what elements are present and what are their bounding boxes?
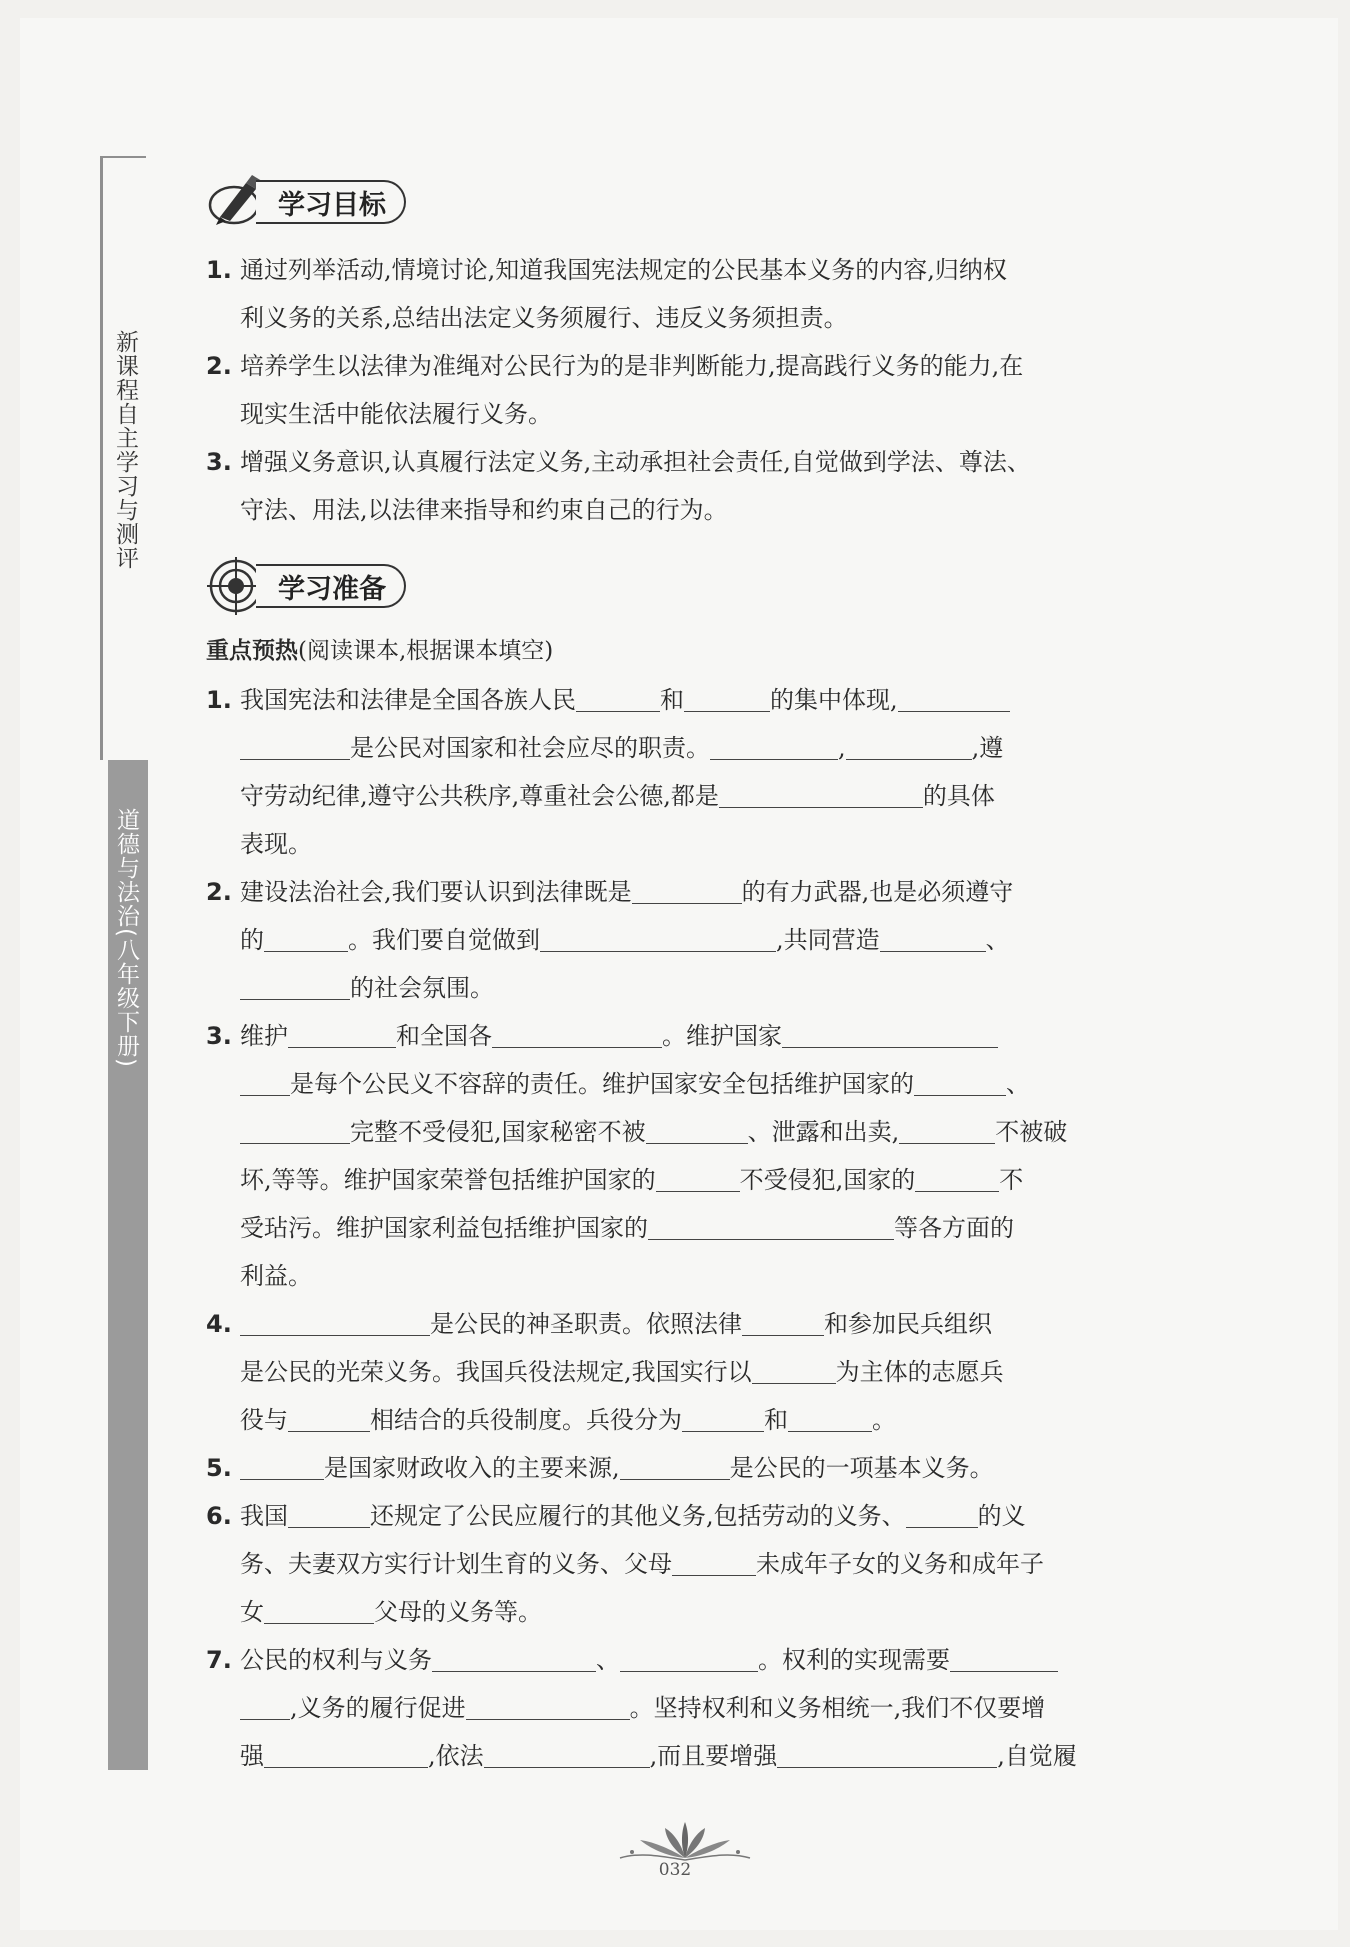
answer-blank[interactable] xyxy=(656,1161,740,1192)
answer-blank[interactable] xyxy=(880,921,986,952)
question-text: 。维护国家 xyxy=(662,1022,782,1050)
question-text: 的义 xyxy=(977,1502,1026,1530)
question-text: 维护 xyxy=(240,1022,288,1050)
question-text: 相结合的兵役制度。兵役分为 xyxy=(370,1406,682,1434)
question-text: ,义务的履行促进 xyxy=(290,1694,466,1722)
objective-item xyxy=(206,438,1166,534)
section-header-objectives xyxy=(206,172,406,232)
answer-blank[interactable] xyxy=(264,1737,428,1768)
question-text: ,自觉履 xyxy=(997,1742,1077,1770)
section-header-preparation xyxy=(206,556,406,616)
question-text: 。坚持权利和义务相统一,我们不仅要增 xyxy=(629,1694,1046,1722)
answer-blank[interactable] xyxy=(240,1113,350,1144)
question-number: 1. xyxy=(206,686,232,714)
answer-blank[interactable] xyxy=(620,1641,758,1672)
question-text: 是每个公民义不容辞的责任。维护国家安全包括维护国家的 xyxy=(290,1070,914,1098)
question-text: 、 xyxy=(985,926,1010,954)
answer-blank[interactable] xyxy=(264,1593,374,1624)
question-text: ,而且要增强 xyxy=(649,1742,778,1770)
answer-blank[interactable] xyxy=(576,681,660,712)
question-text: 和 xyxy=(660,686,684,714)
question-text: 利益。 xyxy=(240,1262,312,1290)
answer-blank[interactable] xyxy=(899,1113,995,1144)
answer-blank[interactable] xyxy=(915,1161,999,1192)
question-text: ,依法 xyxy=(428,1742,484,1770)
answer-blank[interactable] xyxy=(264,921,348,952)
question-text: 为主体的志愿兵 xyxy=(835,1358,1004,1386)
question-text: 还规定了公民应履行的其他义务,包括劳动的义务、 xyxy=(370,1502,906,1530)
answer-blank[interactable] xyxy=(719,777,923,808)
question-text: ,遵 xyxy=(971,734,1004,762)
question-text: 等各方面的 xyxy=(894,1214,1014,1242)
question-text: 不 xyxy=(999,1166,1024,1194)
answer-blank[interactable] xyxy=(710,729,838,760)
answer-blank[interactable] xyxy=(682,1401,764,1432)
question-text: ,共同营造 xyxy=(776,926,880,954)
question-text: 的具体 xyxy=(922,782,995,810)
objective-text-line2: 现实生活中能依法履行义务。 xyxy=(240,400,552,428)
question-text: 父母的义务等。 xyxy=(374,1598,542,1626)
question-text: 和参加民兵组织 xyxy=(824,1310,992,1338)
question-text: 的社会氛围。 xyxy=(350,974,494,1002)
question-text: 的有力武器,也是必须遵守 xyxy=(741,878,1014,906)
answer-blank[interactable] xyxy=(288,1017,396,1048)
objective-item xyxy=(206,246,1166,342)
answer-blank[interactable] xyxy=(492,1017,662,1048)
answer-blank[interactable] xyxy=(782,1017,998,1048)
answer-blank[interactable] xyxy=(240,1065,290,1096)
answer-blank[interactable] xyxy=(288,1497,370,1528)
question-text: 公民的权利与义务 xyxy=(240,1646,432,1674)
question-text: , xyxy=(838,734,846,762)
question-text: 、 xyxy=(1006,1070,1030,1098)
answer-blank[interactable] xyxy=(646,1113,748,1144)
answer-blank[interactable] xyxy=(466,1689,630,1720)
answer-blank[interactable] xyxy=(240,969,350,1000)
question-3 xyxy=(206,1012,1166,1300)
question-text: 是国家财政收入的主要来源, xyxy=(324,1454,620,1482)
objective-text-line1: 增强义务意识,认真履行法定义务,主动承担社会责任,自觉做到学法、尊法、 xyxy=(240,448,1031,476)
answer-blank[interactable] xyxy=(240,729,350,760)
question-text: 是公民的光荣义务。我国兵役法规定,我国实行以 xyxy=(240,1358,752,1386)
sidebar-rule xyxy=(100,156,103,760)
answer-blank[interactable] xyxy=(672,1545,756,1576)
answer-blank[interactable] xyxy=(240,1449,324,1480)
subtitle-bold: 重点预热 xyxy=(206,638,298,664)
sidebar-subject-title: 道德与法治(八年级下册) xyxy=(113,808,139,1068)
question-text: 是公民的一项基本义务。 xyxy=(729,1454,994,1482)
question-text: 坏,等等。维护国家荣誉包括维护国家的 xyxy=(240,1166,656,1194)
question-text: 是公民对国家和社会应尽的职责。 xyxy=(350,734,710,762)
question-number: 6. xyxy=(206,1502,232,1530)
objective-text-line2: 守法、用法,以法律来指导和约束自己的行为。 xyxy=(240,496,728,524)
answer-blank[interactable] xyxy=(914,1065,1006,1096)
question-text: 未成年子女的义务和成年子 xyxy=(756,1550,1044,1578)
question-number: 5. xyxy=(206,1454,232,1482)
answer-blank[interactable] xyxy=(846,729,972,760)
question-4 xyxy=(206,1300,1166,1444)
objective-text-line1: 培养学生以法律为准绳对公民行为的是非判断能力,提高践行义务的能力,在 xyxy=(240,352,1024,380)
question-number: 3. xyxy=(206,1022,232,1050)
question-text: 我国宪法和法律是全国各族人民 xyxy=(240,686,576,714)
question-5 xyxy=(206,1444,1166,1492)
page-number: 032 xyxy=(658,1860,692,1880)
answer-blank[interactable] xyxy=(432,1641,596,1672)
question-text: 女 xyxy=(240,1598,264,1626)
answer-blank[interactable] xyxy=(777,1737,997,1768)
question-text: 务、夫妻双方实行计划生育的义务、父母 xyxy=(240,1550,672,1578)
answer-blank[interactable] xyxy=(906,1497,978,1528)
question-text: 和全国各 xyxy=(396,1022,492,1050)
question-text: 强 xyxy=(240,1742,264,1770)
question-2 xyxy=(206,868,1166,1012)
question-text: 我国 xyxy=(240,1502,288,1530)
question-text: 和 xyxy=(764,1406,788,1434)
sidebar-rule-tick xyxy=(100,156,146,158)
question-7 xyxy=(206,1636,1166,1780)
answer-blank[interactable] xyxy=(620,1449,730,1480)
question-number: 2. xyxy=(206,878,232,906)
objective-text-line1: 通过列举活动,情境讨论,知道我国宪法规定的公民基本义务的内容,归纳权 xyxy=(240,256,1007,284)
question-text: 是公民的神圣职责。依照法律 xyxy=(430,1310,742,1338)
objective-text-line2: 利义务的关系,总结出法定义务须履行、违反义务须担责。 xyxy=(240,304,848,332)
question-text: 守劳动纪律,遵守公共秩序,尊重社会公德,都是 xyxy=(240,782,719,810)
answer-blank[interactable] xyxy=(742,1305,824,1336)
answer-blank[interactable] xyxy=(540,921,776,952)
question-text: 、泄露和出卖, xyxy=(747,1118,900,1146)
question-number: 7. xyxy=(206,1646,232,1674)
question-text: 完整不受侵犯,国家秘密不被 xyxy=(350,1118,646,1146)
objective-number: 2. xyxy=(206,352,232,380)
answer-blank[interactable] xyxy=(752,1353,836,1384)
answer-blank[interactable] xyxy=(898,681,1010,712)
preparation-subtitle xyxy=(206,632,553,665)
question-text: 不被破 xyxy=(995,1118,1068,1146)
objective-number: 1. xyxy=(206,256,232,284)
answer-blank[interactable] xyxy=(950,1641,1058,1672)
answer-blank[interactable] xyxy=(240,1305,430,1336)
question-text: 的 xyxy=(240,926,264,954)
section-title-objectives: 学习目标 xyxy=(256,180,406,224)
question-text: 受玷污。维护国家利益包括维护国家的 xyxy=(240,1214,648,1242)
question-1 xyxy=(206,676,1166,868)
question-6 xyxy=(206,1492,1166,1636)
question-text: 役与 xyxy=(240,1406,288,1434)
question-number: 4. xyxy=(206,1310,232,1338)
question-text: 表现。 xyxy=(240,830,312,858)
answer-blank[interactable] xyxy=(684,681,770,712)
objective-item xyxy=(206,342,1166,438)
answer-blank[interactable] xyxy=(240,1689,290,1720)
question-text: 的集中体现, xyxy=(770,686,898,714)
answer-blank[interactable] xyxy=(484,1737,650,1768)
answer-blank[interactable] xyxy=(648,1209,894,1240)
question-text: 。 xyxy=(872,1406,896,1434)
question-text: 。权利的实现需要 xyxy=(758,1646,950,1674)
question-text: 。我们要自觉做到 xyxy=(348,926,540,954)
question-text: 建设法治社会,我们要认识到法律既是 xyxy=(240,878,632,906)
question-text: 、 xyxy=(596,1646,620,1674)
objective-number: 3. xyxy=(206,448,232,476)
section-title-preparation: 学习准备 xyxy=(256,564,406,608)
answer-blank[interactable] xyxy=(288,1401,370,1432)
question-text: 不受侵犯,国家的 xyxy=(739,1166,916,1194)
answer-blank[interactable] xyxy=(632,873,742,904)
answer-blank[interactable] xyxy=(788,1401,872,1432)
sidebar-book-series: 新课程自主学习与测评 xyxy=(112,330,138,570)
subtitle-note: (阅读课本,根据课本填空) xyxy=(298,638,554,664)
